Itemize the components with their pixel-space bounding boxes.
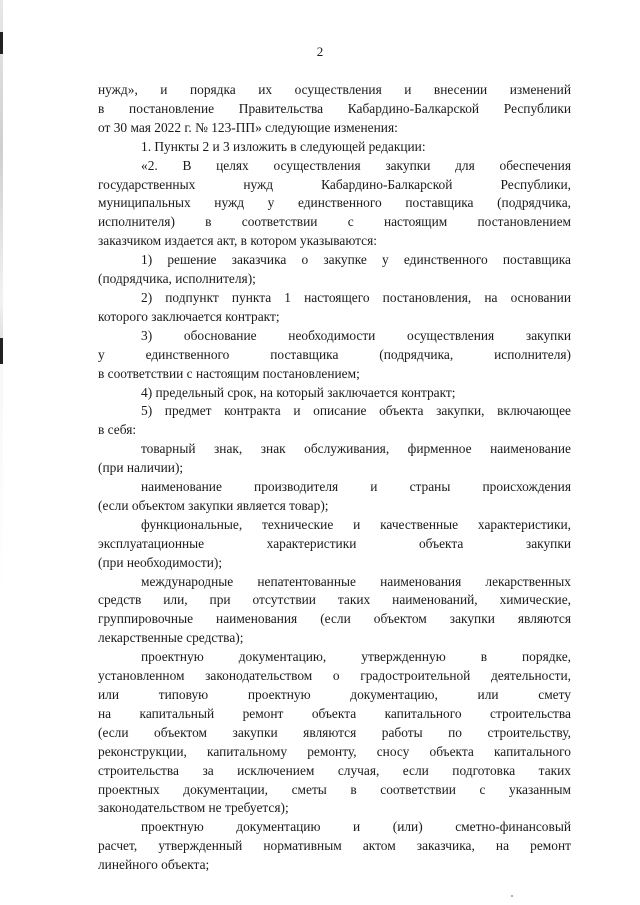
text-line: в постановление Правительства Кабардино-Балкарской Республики bbox=[98, 100, 571, 116]
text-line: 1. Пункты 2 и 3 изложить в следующей редакции: bbox=[141, 138, 426, 154]
text-line: или типовую проектную документацию, или смету bbox=[98, 687, 571, 702]
text-line: реконструкции, капитальному ремонту, сносу объекта капитального bbox=[98, 743, 571, 759]
text-line: 2) подпункт пункта 1 настоящего постановления, на основании bbox=[141, 289, 571, 305]
text-line: (подрядчика, исполнителя); bbox=[98, 271, 256, 287]
text-line: средств или, при отсутствии таких наименований, химические, bbox=[98, 592, 571, 608]
text-line: строительства за исключением случая, если подготовка таких bbox=[98, 762, 571, 778]
text-line: муниципальных нужд у единственного поставщика (подрядчика, bbox=[98, 195, 571, 211]
text-line: 5) предмет контракта и описание объекта закупки, включающее bbox=[141, 403, 571, 419]
text-line: в соответствии с настоящим постановлением; bbox=[98, 365, 360, 381]
text-line: лекарственные средства); bbox=[98, 630, 244, 646]
text-line: функциональные, технические и качественные характеристики, bbox=[141, 516, 571, 532]
text-line: проектных документации, сметы в соответствии с указанным bbox=[98, 781, 571, 797]
text-line: товарный знак, знак обслуживания, фирменное наименование bbox=[141, 441, 571, 457]
text-line: законодательством не требуется); bbox=[98, 800, 289, 816]
text-line: у единственного поставщика (подрядчика, исполнителя) bbox=[98, 346, 571, 362]
text-line: заказчиком издается акт, в котором указываются: bbox=[98, 233, 378, 249]
text-line: эксплуатационные характеристики объекта закупки bbox=[98, 535, 571, 551]
text-line: исполнителя) в соответствии с настоящим постановлением bbox=[98, 214, 571, 230]
text-line: (при необходимости); bbox=[98, 554, 223, 570]
text-line: проектную документацию, утвержденную в порядке, bbox=[141, 649, 571, 665]
text-line: установленном законодательством о градостроительной деятельности, bbox=[98, 668, 571, 684]
text-line: международные непатентованные наименования лекарственных bbox=[141, 573, 571, 589]
text-line: государственных нужд Кабардино-Балкарской Республики, bbox=[98, 176, 571, 192]
scan-edge bbox=[0, 0, 3, 905]
text-line: линейного объекта; bbox=[98, 857, 210, 873]
page-number: 2 bbox=[316, 44, 324, 59]
text-line: наименование производителя и страны происхождения bbox=[141, 479, 571, 495]
text-line: группировочные наименования (если объектом закупки являются bbox=[98, 611, 571, 627]
text-line: 4) предельный срок, на который заключается контракт; bbox=[141, 384, 456, 400]
text-line: которого заключается контракт; bbox=[98, 308, 280, 324]
scan-speck bbox=[511, 895, 513, 897]
edge-mark bbox=[0, 338, 3, 364]
text-line: в себя: bbox=[98, 422, 137, 438]
text-line: (если объектом закупки являются работы по строительству, bbox=[98, 724, 571, 740]
document-body bbox=[98, 81, 571, 875]
text-line: от 30 мая 2022 г. № 123-ПП» следующие изменения: bbox=[98, 119, 398, 135]
text-line: 1) решение заказчика о закупке у единственного поставщика bbox=[141, 252, 571, 268]
text-line: проектную документацию и (или) сметно-финансовый bbox=[141, 819, 571, 835]
text-line: (при наличии); bbox=[98, 460, 184, 476]
text-line: «2. В целях осуществления закупки для обеспечения bbox=[141, 157, 571, 173]
text-line: 3) обоснование необходимости осуществления закупки bbox=[141, 327, 571, 343]
text-line: (если объектом закупки является товар); bbox=[98, 497, 329, 513]
text-line: на капитальный ремонт объекта капитального строительства bbox=[98, 705, 571, 721]
text-line: расчет, утвержденный нормативным актом заказчика, на ремонт bbox=[98, 838, 571, 854]
text-line: нужд», и порядка их осуществления и внесении изменений bbox=[98, 82, 571, 97]
